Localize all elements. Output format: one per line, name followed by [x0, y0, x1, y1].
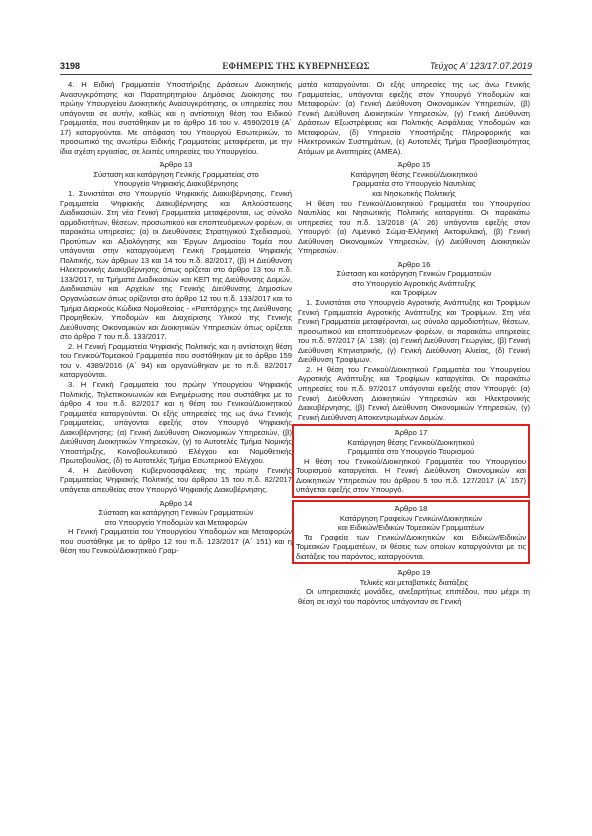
- article-number: Άρθρο 15: [397, 160, 431, 170]
- article-heading: [298, 160, 530, 198]
- article-title: και Ειδικών/Ειδικών Τομεακών Γραμματέων: [337, 523, 485, 533]
- article-number: Άρθρο 14: [159, 498, 193, 508]
- issue-reference: Τεύχος Α’ 123/17.07.2019: [429, 61, 532, 71]
- article-title: Γραμματέα στο Υπουργείο Ναυτιλίας: [352, 179, 476, 189]
- page-number: 3198: [60, 61, 81, 71]
- article-title: στο Υπουργείο Υποδομών και Μεταφορών: [104, 517, 248, 527]
- article-title: Σύσταση και κατάργηση Γενικών Γραμματειών: [336, 269, 492, 279]
- article-number: Άρθρο 18: [394, 503, 428, 513]
- article-title: Τελικές και μεταβατικές διατάξεις: [359, 577, 469, 587]
- journal-title: ΕΦΗΜΕΡΙΣ ΤΗΣ ΚΥΒΕΡΝΗΣΕΩΣ: [222, 61, 370, 71]
- article-title: και Νησιωτικής Πολιτικής: [372, 189, 456, 199]
- article-heading: [296, 504, 526, 533]
- paragraph: 3. Η Γενική Γραμματεία του πρώην Υπουργείου Ψηφιακής Πολιτικής, Τηλεπικοινωνιών και Ενημέρωσης που συστάθηκε με το άρθρο 4 του π.δ. 82/2017 και η θέση του Γενικού/Διοικητικού Γραμματέα καταργούνται. Οι εξής υπηρεσίες της ως άνω Γενικής Γραμματείας, υπάγονται εφεξής στον Υπουργό Ψηφιακής Διακυβέρνησης: (α) Γενική Διεύθυνση Οικονομικών Υπηρεσιών, (β) Διεύθυνση Διοικητικών Υπηρεσιών, (γ) το Αυτοτελές Τμήμα Νομικής Υποστήριξης, Κοινοβουλευτικού Ελέγχου και Νομοθετικής Πρωτοβουλίας, (δ) το Αυτοτελές Τμήμα Εσωτερικού Ελέγχου.: [60, 379, 292, 466]
- paragraph: Η θέση του Γενικού/Διοικητικού Γραμματέα του Υπουργείου Ναυτιλίας και Νησιωτικής Πολιτικής καταργείται. Οι παρακάτω υπηρεσίες του π.δ. 13/2018 (Α΄ 26) υπάγονται εφεξής στον Υπουργό: (α) Λιμενικό Σώμα-Ελληνική Ακτοφυλακή, (β) Γενική Διεύθυνση Οικονομικών Υπηρεσιών, (γ) Διεύθυνση Διοικητικών Υπηρεσιών.: [298, 198, 530, 256]
- article-number: Άρθρο 19: [397, 568, 431, 578]
- article-number: Άρθρο 16: [397, 259, 431, 269]
- paragraph: Η Γενική Γραμματεία του Υπουργείου Υποδομών και Μεταφορών που συστάθηκε με το άρθρο 12 του π.δ. 123/2017 (Α΄ 151) και η θέση του Γενικού/Διοικητικού Γραμ-: [60, 527, 292, 556]
- paragraph: Η θέση του Γενικού/Διοικητικού Γραμματέα του Υπουργείου Τουρισμού καταργείται. Η Γενική Διεύθυνση Οικονομικών και Διοικητικών Υπηρεσιών του άρθρου 5 του π.δ. 127/2017 (Α΄ 157) υπάγεται εφεξής στον Υπουργό.: [296, 456, 526, 495]
- paragraph: 2. Η θέση του Γενικού/Διοικητικού Γραμματέα του Υπουργείου Αγροτικής Ανάπτυξης και Τροφίμων καταργείται. Οι παρακάτω υπηρεσίες του π.δ. 97/2017 υπάγονται εφεξής στον Υπουργό: (α) Γενική Διεύθυνση Διοικητικών Υπηρεσιών και Ηλεκτρονικής Διακυβέρνησης, (β) Γενική Διεύθυνση Οικονομικών Υπηρεσιών, (γ) Γενική Διεύθυνση Αποκεντρωμένων Δομών.: [298, 364, 530, 422]
- paragraph: ματέα καταργούνται. Οι εξής υπηρεσίες της ως άνω Γενικής Γραμματείας, υπάγονται εφεξής στον Υπουργό Υποδομών και Μεταφορών: (α) Γενική Διεύθυνση Οικονομικών Υπηρεσιών, (β) Γενική Διεύθυνση Διοικητικών Υπηρεσιών, (γ) Γενική Διεύθυνση Δράσεων Εξωστρέφειας και Πολιτικής Ασφάλειας Υποδομών και Μεταφορών, (δ) Υπηρεσία Υποστήριξης Πληροφορικής και Ηλεκτρονικών Συστημάτων, (ε) Αυτοτελές Τμήμα Προσβασιμότητας Ατόμων με Αναπηρίες (ΑΜΕΑ).: [298, 80, 530, 156]
- article-number: Άρθρο 13: [159, 160, 193, 170]
- article-title: Κατάργηση θέσης Γενικού/Διοικητικού: [350, 169, 478, 179]
- article-title: Κατάργηση Γραφείων Γενικών/Διοικητικών: [339, 513, 483, 523]
- article-heading: [60, 160, 292, 189]
- article-heading: [60, 499, 292, 528]
- article-title: στο Υπουργείο Αγροτικής Ανάπτυξης: [352, 278, 476, 288]
- paragraph: Τα Γραφεία των Γενικών/Διοικητικών και Ειδικών/Ειδικών Τομεακών Γραμματέων, οι θέσεις των οποίων καταργούνται με τις διατάξεις του παρόντος, καταργούνται.: [296, 532, 526, 561]
- paragraph: 4. Η Ειδική Γραμματεία Υποστήριξης Δράσεων Διοικητικής Ανασυγκρότησης και Παρατηρητηρίου Δημόσιας Διοίκησης του πρώην Υπουργείου Διοικητικής Ανασυγκρότησης, οι υπηρεσίες που υπάγονται σε αυτήν, καθώς και η αντίστοιχη θέση του Ειδικού Γραμματέα, που συστάθηκαν με το άρθρο 16 του ν. 4590/2019 (Α΄ 17) καταργούνται. Με απόφαση του Υπουργού Εσωτερικών, το προσωπικό της ανωτέρω Ειδικής Γραμματείας μεταφέρεται, με την ίδια σχέση εργασίας, σε λοιπές υπηρεσίες του Υπουργείου.: [60, 80, 292, 156]
- article-title: Κατάργηση θέσης Γενικού/Διοικητικού: [347, 437, 475, 447]
- paragraph: 2. Η Γενική Γραμματεία Ψηφιακής Πολιτικής και η αντίστοιχη θέση του Γενικού/Τομεακού Γραμματέα που συστάθηκαν με το άρθρο 159 του ν. 4389/2016 (Α΄ 94) και οργανώθηκαν με το π.δ. 82/2017 καταργούνται.: [60, 341, 292, 380]
- paragraph: 1. Συνιστάται στο Υπουργείο Ψηφιακής Διακυβέρνησης, Γενική Γραμματεία Ψηφιακής Διακυβέρνησης και Απλούστευσης Διαδικασιών. Στη νέα Γενική Γραμματεία μεταφέρονται, ως σύνολο αρμοδιοτήτων, θέσεων, προσωπικού και εποπτευόμενων φορέων, οι παρακάτω υπηρεσίες: (α) οι Διευθύνσεις Στρατηγικού Σχεδιασμού, Προτύπων και Αξιολόγησης και Έργων Δημοσίου Τομέα που υπάγονται στην καταργούμενη Γενική Γραμματεία Ψηφιακής Πολιτικής, των άρθρων 13 και 14 του π.δ. 82/2017, (β) Η Διεύθυνση Ηλεκτρονικής Διακυβέρνησης όπως ορίζεται στο άρθρο 13 του π.δ. 133/2017, τα Τμήματα Διαδικασιών και ΚΕΠ της Διεύθυνσης Δομών, Διαδικασιών και Αρχείων της Γενικής Διεύθυνσης Δημοσίων Οργανώσεων όπως ορίζονται στο άρθρο 12 του π.δ. 133/2017 και το Τμήμα Διαρκούς Κώδικα Νομοθεσίας - «Ραπτάρχης» της Διεύθυνσης Προμηθειών, Υποδομών και Διαχείρισης Υλικού της Γενικής Διεύθυνσης Οικονομικών και Διοικητικών Υπηρεσιών όπως ορίζεται στο άρθρο 7 του π.δ. 133/2017.: [60, 189, 292, 342]
- right-column: [298, 80, 530, 606]
- paragraph: 1. Συνιστάται στο Υπουργείο Αγροτικής Ανάπτυξης και Τροφίμων Γενική Γραμματεία Αγροτικής Ανάπτυξης και Τροφίμων. Στη νέα Γενική Γραμματεία μεταφέρονται, ως σύνολο αρμοδιοτήτων, θέσεων, προσωπικού και εποπτευόμενων φορέων, οι παρακάτω υπηρεσίες του π.δ. 97/2017 (Α΄ 138): (α) Γενική Διεύθυνση Γεωργίας, (β) Γενική Διεύθυνση Κτηνιατρικής, (γ) Γενική Διεύθυνση Αλιείας, (δ) Γενική Διεύθυνση Τροφίμων.: [298, 298, 530, 365]
- article-title: Υπουργείο Ψηφιακής Διακυβέρνησης: [113, 179, 239, 189]
- highlight-box-article-18: [292, 500, 530, 564]
- article-heading: [296, 428, 526, 457]
- left-column: [60, 80, 292, 556]
- article-heading: [298, 260, 530, 298]
- article-number: Άρθρο 17: [394, 428, 428, 438]
- page-header: [60, 60, 532, 74]
- article-title: Σύσταση και κατάργηση Γενικής Γραμματείας στο: [93, 169, 259, 179]
- paragraph: 4. Η Διεύθυνση Κυβερνοασφάλειας της πρώην Γενικής Γραμματείας Ψηφιακής Πολιτικής του άρθρου 15 του π.δ. 82/2017 υπάγεται απευθείας στον Υπουργό Ψηφιακής Διακυβέρνησης.: [60, 465, 292, 494]
- highlight-box-article-17: [292, 424, 530, 498]
- paragraph: Οι υπηρεσιακές μονάδες, ανεξαρτήτως επιπέδου, που μέχρι τη θέση σε ισχύ του παρόντος υπάγονταν σε Γενική: [298, 587, 530, 606]
- header-rule: [60, 74, 532, 75]
- article-heading: [298, 568, 530, 587]
- article-title: Γραμματέα στο Υπουργείο Τουρισμού: [347, 447, 475, 457]
- article-title: και Τροφίμων: [391, 288, 437, 298]
- article-title: Σύσταση και κατάργηση Γενικών Γραμματειών: [98, 508, 254, 518]
